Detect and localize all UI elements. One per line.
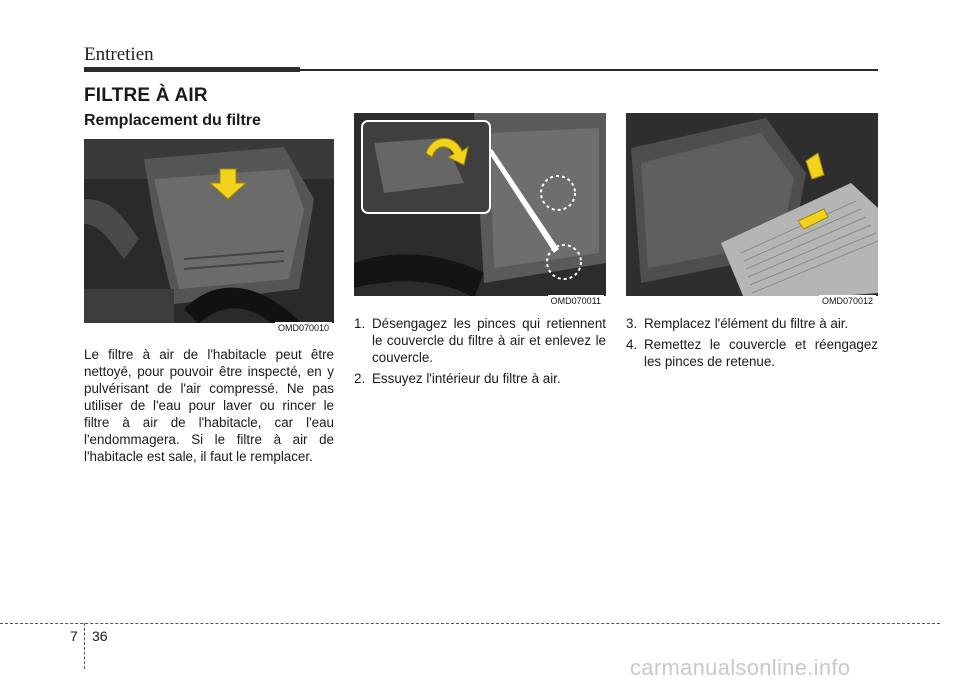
figure-clip-release (354, 113, 606, 310)
footer-dashed-divider (84, 623, 85, 669)
header-rule-thin (300, 69, 878, 71)
chapter-title: Entretien (84, 44, 154, 65)
step-text: Essuyez l'intérieur du filtre à air. (372, 371, 561, 386)
step-number: 2. (354, 371, 366, 386)
list-item (354, 370, 606, 387)
step-text: Remettez le couvercle et réengagez les pinces de retenue. (644, 337, 878, 369)
figure-code: OMD070012 (819, 295, 876, 308)
list-item (626, 336, 878, 370)
step-text: Remplacez l'élément du filtre à air. (644, 316, 849, 331)
filter-element-illustration (626, 113, 878, 310)
step-number: 4. (626, 337, 638, 352)
clip-detail-illustration (354, 113, 606, 310)
footer-dashed-rule (0, 623, 940, 624)
watermark: carmanualsonline.info (630, 655, 851, 680)
figure-code: OMD070011 (548, 295, 604, 308)
list-item (354, 315, 606, 366)
figure-filter-element (626, 113, 878, 310)
section-title: FILTRE À AIR (84, 85, 208, 106)
steps-list-right (626, 315, 878, 374)
page-number: 36 (92, 628, 108, 644)
intro-paragraph: Le filtre à air de l'habitacle peut être nettoyé, pour pouvoir être inspecté, en y pulvérisant de l'air compressé. Ne pas utiliser de l'eau pour laver ou rincer le filtre à air de l'habitacle, car l'eau l'endommagera. Si le filtre à air de l'habitacle est sale, il faut le remplacer. (84, 347, 334, 464)
steps-list-middle (354, 315, 606, 391)
figure-air-filter-housing (84, 139, 334, 337)
list-item (626, 315, 878, 332)
step-text: Désengagez les pinces qui retiennent le couvercle du filtre à air et enlevez le couvercle. (372, 316, 606, 365)
step-number: 3. (626, 316, 638, 331)
engine-bay-illustration (84, 139, 334, 337)
chapter-number: 7 (70, 628, 78, 644)
subsection-title: Remplacement du filtre (84, 112, 261, 129)
step-number: 1. (354, 316, 366, 331)
header-rule-thick (84, 67, 300, 72)
figure-code: OMD070010 (275, 322, 332, 335)
